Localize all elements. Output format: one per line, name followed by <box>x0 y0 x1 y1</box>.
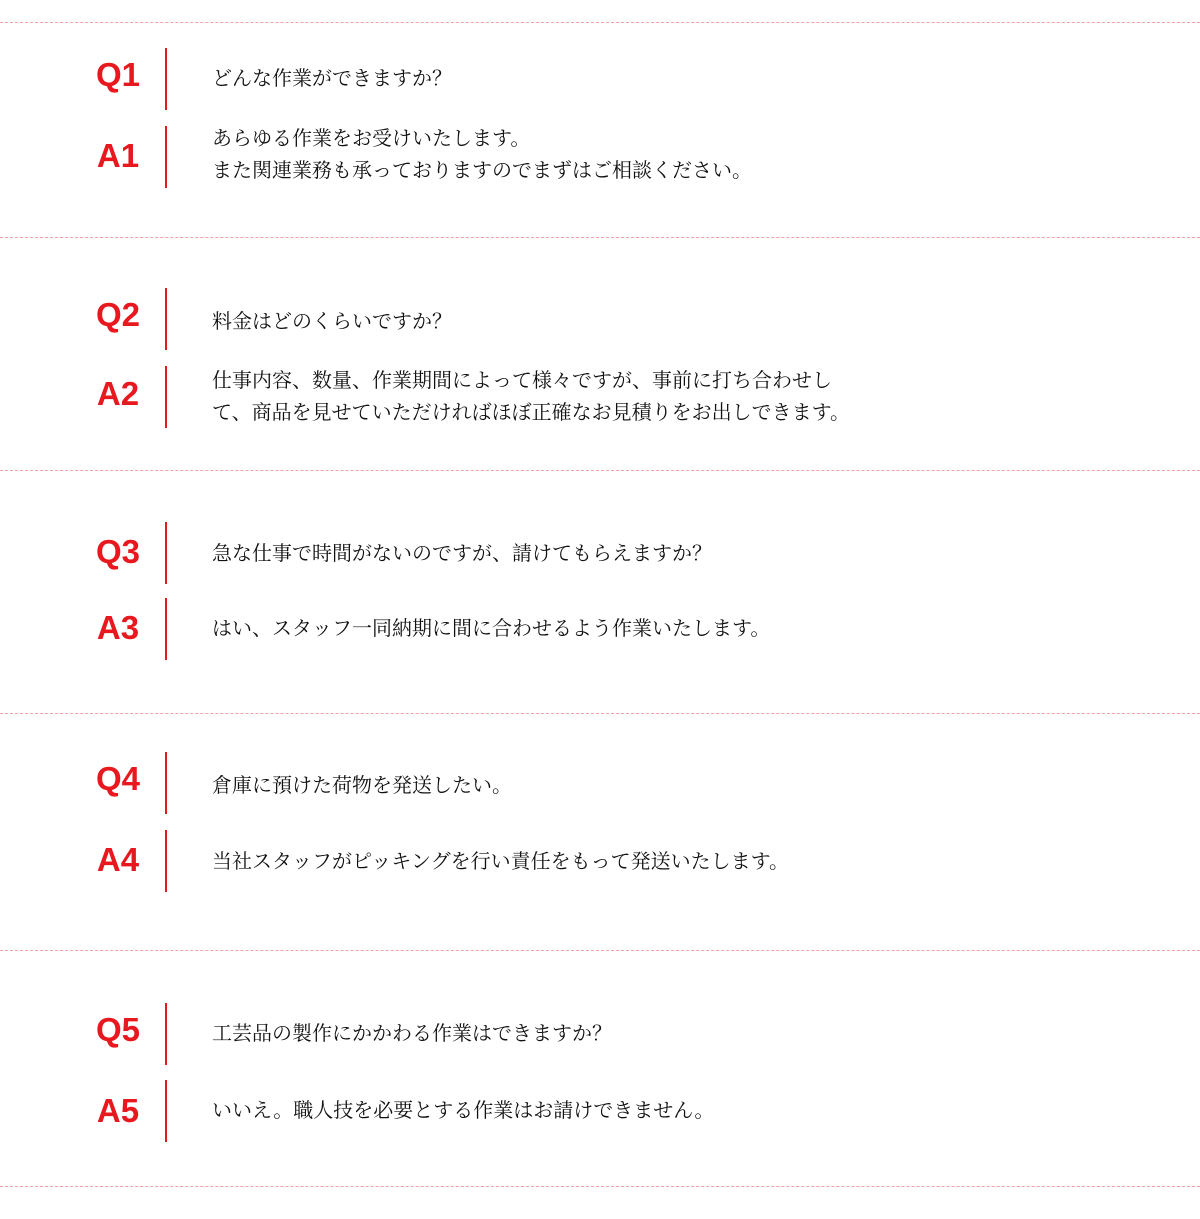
answer-line: はい、スタッフ一同納期に間に合わせるよう作業いたします。 <box>212 616 771 640</box>
answer-label: A4 <box>96 841 140 878</box>
answer-text <box>212 612 770 644</box>
question-text: 倉庫に預けた荷物を発送したい。 <box>212 773 512 797</box>
divider <box>0 713 1200 714</box>
question-label: Q4 <box>95 760 141 797</box>
divider <box>0 1186 1200 1187</box>
question-bar <box>165 522 167 584</box>
answer-text <box>212 845 789 877</box>
answer-text <box>212 364 850 428</box>
question-label: Q3 <box>95 533 141 570</box>
answer-line: 当社スタッフがピッキングを行い責任をもって発送いたします。 <box>212 849 789 873</box>
question-text: どんな作業ができますか？ <box>212 66 452 90</box>
question-bar <box>165 1003 167 1065</box>
answer-bar <box>165 598 167 660</box>
answer-bar <box>165 830 167 892</box>
question-bar <box>165 48 167 110</box>
answer-label: A5 <box>96 1092 140 1129</box>
question-bar <box>165 752 167 814</box>
answer-line: いいえ。職人技を必要とする作業はお請けできません。 <box>212 1098 715 1122</box>
question-label: Q2 <box>95 296 141 333</box>
answer-label: A1 <box>96 137 140 174</box>
divider <box>0 470 1200 471</box>
question-label: Q1 <box>95 56 141 93</box>
divider <box>0 22 1200 23</box>
divider <box>0 950 1200 951</box>
answer-label: A2 <box>96 375 140 412</box>
answer-bar <box>165 1080 167 1142</box>
answer-bar <box>165 366 167 428</box>
answer-line: あらゆる作業をお受けいたします。 <box>212 126 531 150</box>
answer-line: て、商品を見せていただければほぼ正確なお見積りをお出しできます。 <box>212 400 850 424</box>
divider <box>0 237 1200 238</box>
question-text: 料金はどのくらいですか？ <box>212 309 452 333</box>
question-bar <box>165 288 167 350</box>
question-text: 急な仕事で時間がないのですが、請けてもらえますか？ <box>212 541 712 565</box>
question-label: Q5 <box>95 1011 141 1048</box>
answer-text <box>212 1094 714 1126</box>
question-text: 工芸品の製作にかかわる作業はできますか？ <box>212 1021 612 1045</box>
answer-line: 仕事内容、数量、作業期間によって様々ですが、事前に打ち合わせし <box>212 368 832 392</box>
answer-line: また関連業務も承っておりますのでまずはご相談ください。 <box>212 158 752 182</box>
answer-label: A3 <box>96 609 140 646</box>
answer-bar <box>165 126 167 188</box>
answer-text <box>212 122 752 186</box>
